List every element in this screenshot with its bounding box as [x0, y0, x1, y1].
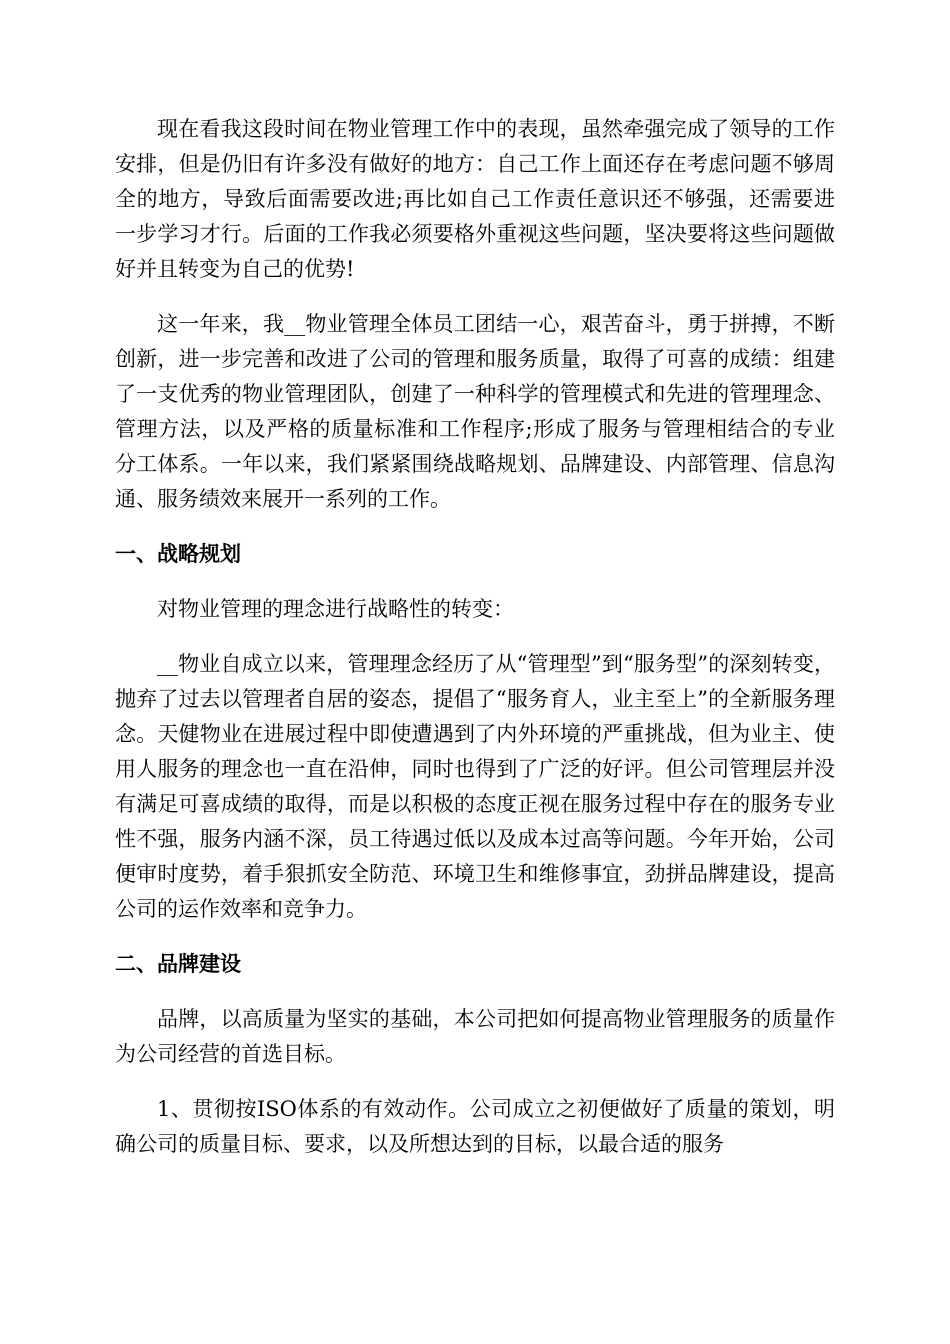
paragraph-self-review: 现在看我这段时间在物业管理工作中的表现，虽然牵强完成了领导的工作安排，但是仍旧有许多没有做好的地方：自己工作上面还存在考虑问题不够周全的地方，导致后面需要改进;再比如自己工作责任意识还不够强，还需要进一步学习才行。后面的工作我必须要格外重视这些问题，坚决要将这些问题做好并且转变为自己的优势! — [115, 117, 835, 281]
section-heading-strategy: 一、战略规划 — [115, 542, 241, 566]
paragraph-brand-intro: 品牌，以高质量为坚实的基础，本公司把如何提高物业管理服务的质量作为公司经营的首选目标。 — [115, 1007, 835, 1066]
paragraph-year-summary: 这一年来，我__物业管理全体员工团结一心，艰苦奋斗，勇于拼搏，不断创新，进一步完善和改进了公司的管理和服务质量，取得了可喜的成绩：组建了一支优秀的物业管理团队，创建了一种科学的管理模式和先进的管理理念、管理方法，以及严格的质量标准和工作程序;形成了服务与管理相结合的专业分工体系。一年以来，我们紧紧围绕战略规划、品牌建设、内部管理、信息沟通、服务绩效来展开一系列的工作。 — [115, 312, 835, 511]
paragraph-strategy-detail: __物业自成立以来，管理理念经历了从“管理型”到“服务型”的深刻转变，抛弃了过去以管理者自居的姿态，提倡了“服务育人，业主至上”的全新服务理念。天健物业在进展过程中即使遭遇到了内外环境的严重挑战，但为业主、使用人服务的理念也一直在沿伸，同时也得到了广泛的好评。但公司管理层并没有满足可喜成绩的取得，而是以积极的态度正视在服务过程中存在的服务专业性不强，服务内涵不深，员工待遇过低以及成本过高等问题。今年开始，公司便审时度势，着手狠抓安全防范、环境卫生和维修事宜，劲拼品牌建设，提高公司的运作效率和竞争力。 — [115, 652, 835, 921]
paragraph-iso-system: 1、贯彻按ISO体系的有效动作。公司成立之初便做好了质量的策划，明确公司的质量目标、要求，以及所想达到的目标，以最合适的服务 — [115, 1097, 835, 1156]
document-page — [115, 112, 835, 1182]
section-heading-brand: 二、品牌建设 — [115, 952, 241, 976]
paragraph-strategy-intro: 对物业管理的理念进行战略性的转变： — [157, 597, 514, 621]
